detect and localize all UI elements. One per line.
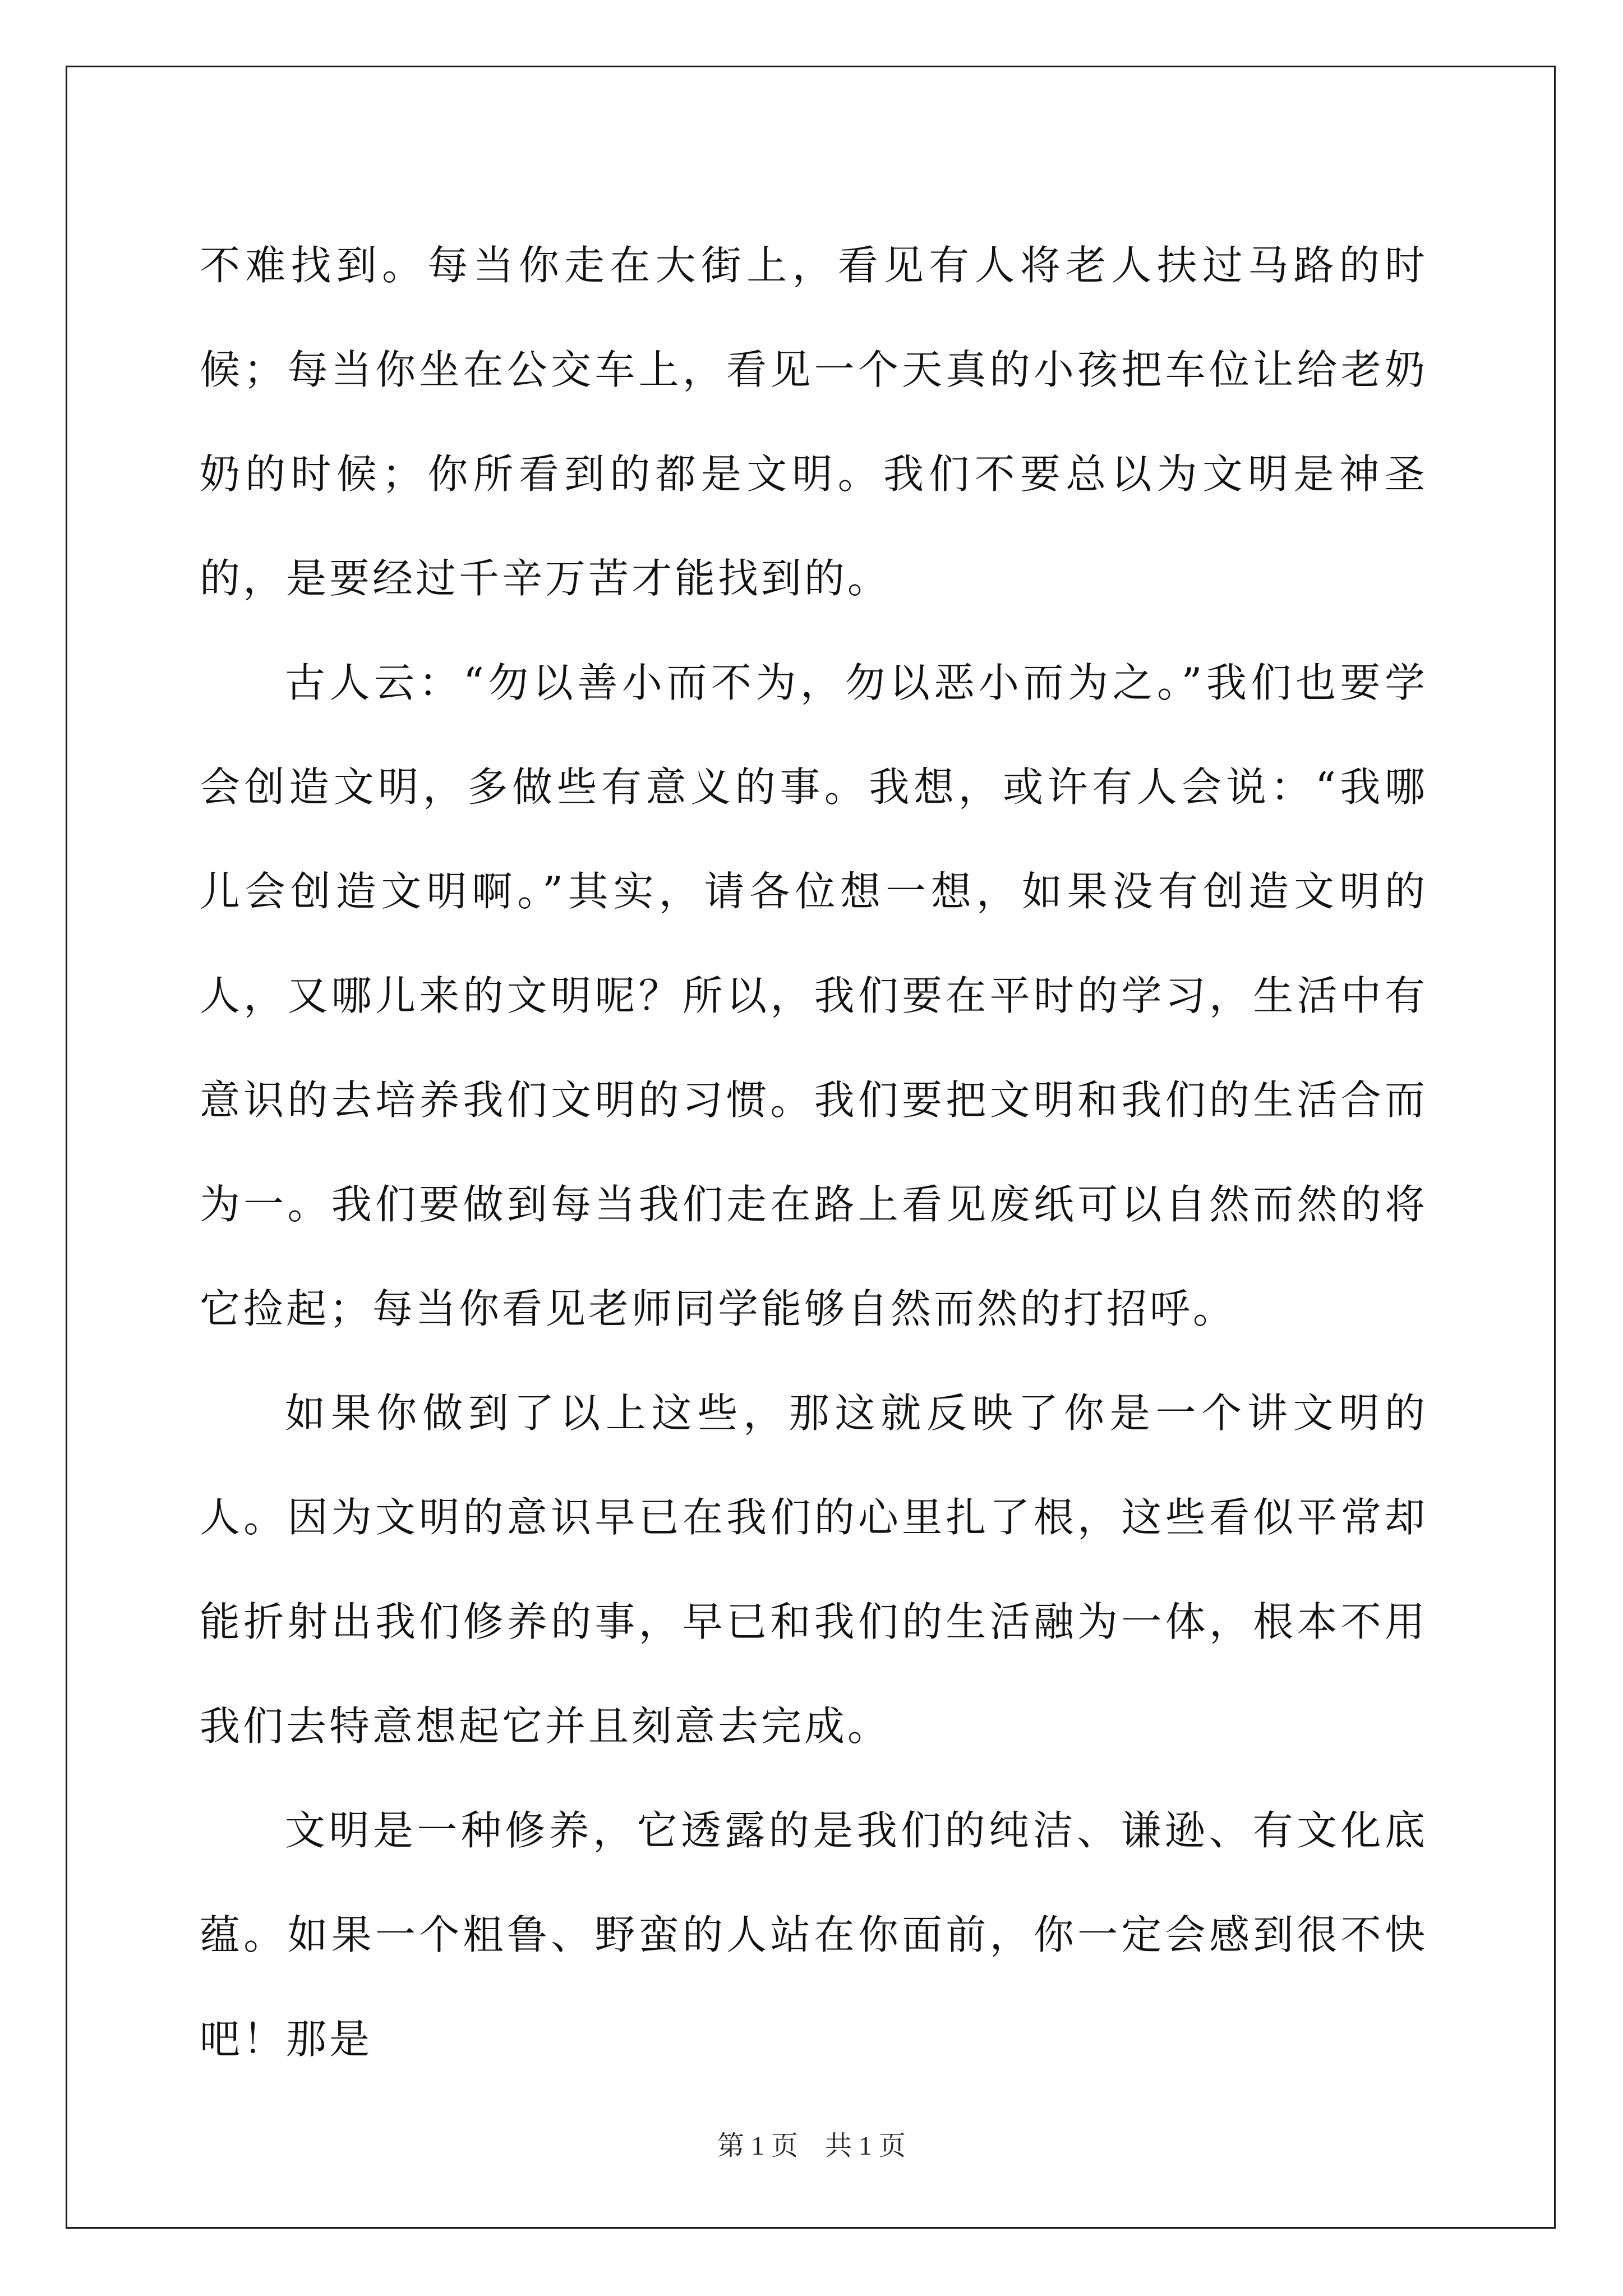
page-footer: 第 1 页 共 1 页: [717, 2131, 906, 2161]
paragraph-3: 如果你做到了以上这些，那这就反映了你是一个讲文明的人。因为文明的意识早已在我们的心里扎了根，这些看似平常却能折射出我们修养的事，早已和我们的生活融为一体，根本不用我们去特意想起它并且刻意去完成。: [200, 1389, 1428, 1750]
paragraph-1: 不难找到。每当你走在大街上，看见有人将老人扶过马路的时候；每当你坐在公交车上，看见一个天真的小孩把车位让给老奶奶的时候；你所看到的都是文明。我们不要总以为文明是神圣的，是要经过千辛万苦才能找到的。: [200, 242, 1428, 602]
paragraph-4: 文明是一种修养，它透露的是我们的纯洁、谦逊、有文化底蕴。如果一个粗鲁、野蛮的人站在你面前，你一定会感到很不快吧！那是: [200, 1807, 1428, 2063]
paragraph-2: 古人云：“勿以善小而不为，勿以恶小而为之。”我们也要学会创造文明，多做些有意义的事。我想，或许有人会说：“我哪儿会创造文明啊。”其实，请各位想一想，如果没有创造文明的人，又哪儿来的文明呢？所以，我们要在平时的学习，生活中有意识的去培养我们文明的习惯。我们要把文明和我们的生活合而为一。我们要做到每当我们走在路上看见废纸可以自然而然的将它捡起；每当你看见老师同学能够自然而然的打招呼。: [200, 659, 1428, 1332]
document-body: [200, 213, 1428, 2091]
